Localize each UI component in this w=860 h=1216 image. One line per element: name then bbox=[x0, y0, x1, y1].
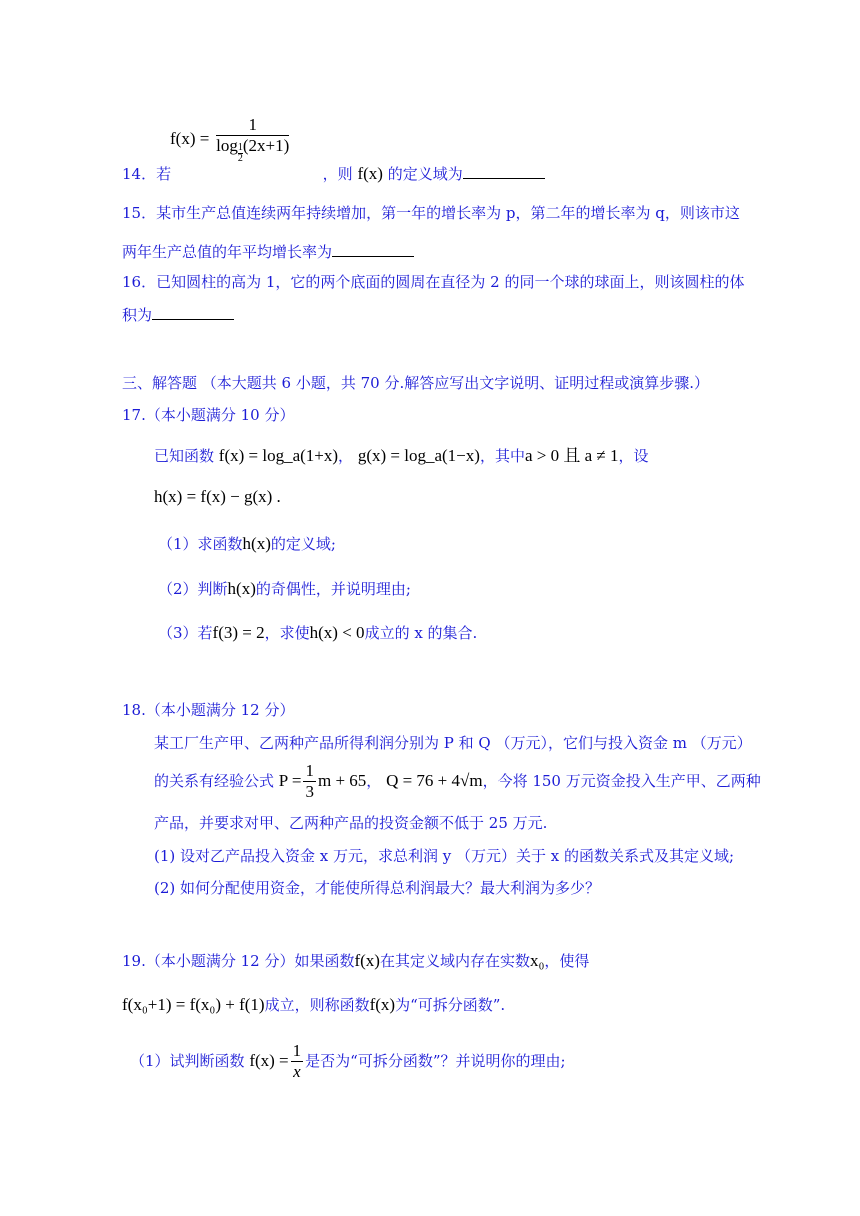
q19-line2: f(x₀+1) = f(x₀) + f(1)成立，则称函数f(x)为“可拆分函数”. bbox=[122, 995, 506, 1014]
q18-part2: (2) 如何分配使用资金，才能使所得总利润最大？最大利润为多少？ bbox=[154, 879, 601, 897]
q17-g-def: g(x) = log_a(1−x) bbox=[357, 446, 480, 465]
q14-tail: 的定义域为 bbox=[387, 165, 463, 183]
q18-line2: 的关系有经验公式 P = $\frac{1}{3}$ m + 65， Q = 76 + 4√m，今将 150 万元资金投入生产甲、乙两种 bbox=[154, 761, 761, 801]
q14-line bbox=[122, 163, 545, 184]
q16-line1: 16．已知圆柱的高为 1，它的两个底面的圆周在直径为 2 的同一个球的球面上，则该圆柱的体 bbox=[122, 273, 745, 291]
q19-part1: （1）试判断函数 f(x) = $\frac{1}{x}$ 是否为“可拆分函数”？并说明你的理由; bbox=[130, 1041, 566, 1081]
q15-line2: 两年生产总值的年平均增长率为 bbox=[122, 241, 414, 262]
q14-fraction: 1 log $\frac{1}{2}$ (2x+1) bbox=[216, 115, 290, 164]
q14-formula bbox=[170, 116, 291, 164]
q17-part3: （3）若f(3) = 2，求使h(x) < 0成立的 x 的集合. bbox=[158, 623, 478, 642]
q14-log-arg: (2x+1) bbox=[242, 135, 290, 155]
q18-p-fraction: $\frac{1}{3}$ bbox=[305, 761, 314, 801]
q15-answer-blank[interactable] bbox=[332, 242, 414, 257]
q18-header: 18.（本小题满分 12 分） bbox=[122, 701, 295, 719]
q18-line3: 产品，并要求对甲、乙两种产品的投资金额不低于 25 万元. bbox=[154, 814, 548, 832]
q14-formula-lhs: f(x) = bbox=[170, 128, 210, 148]
q14-log: log bbox=[216, 135, 238, 155]
q18-q-formula: Q = 76 + 4√m bbox=[386, 771, 483, 791]
q17-intro: 已知函数 f(x) = log_a(1+x)， g(x) = log_a(1−x)，其中a > 0 且 a ≠ 1，设 bbox=[154, 446, 649, 465]
q15-line1: 15．某市生产总值连续两年持续增加，第一年的增长率为 p，第二年的增长率为 q，则该市这 bbox=[122, 204, 740, 222]
section3-title: 三、解答题 （本大题共 6 小题，共 70 分.解答应写出文字说明、证明过程或演算步骤.） bbox=[122, 374, 710, 392]
q17-condition: a > 0 且 a ≠ 1 bbox=[524, 446, 619, 465]
q14-answer-blank[interactable] bbox=[463, 164, 545, 179]
q19-equation: f(x₀+1) = f(x₀) + f(1) bbox=[122, 995, 265, 1014]
q14-number: 14．若 bbox=[122, 165, 172, 183]
q14-fx: f(x) bbox=[357, 164, 383, 183]
q14-then: ，则 bbox=[322, 165, 353, 183]
q17-header: 17.（本小题满分 10 分） bbox=[122, 406, 295, 424]
q17-part1: （1）求函数h(x)的定义域; bbox=[158, 534, 336, 553]
q14-fraction-num: 1 bbox=[216, 116, 289, 136]
q18-part1: (1) 设对乙产品投入资金 x 万元，求总利润 y （万元）关于 x 的函数关系式及其定义域; bbox=[154, 847, 735, 865]
q19-fraction: $\frac{1}{x}$ bbox=[292, 1041, 302, 1081]
q17-f-def: f(x) = log_a(1+x) bbox=[218, 446, 339, 465]
q17-h-def: h(x) = f(x) − g(x) . bbox=[154, 487, 281, 506]
q16-line2: 积为 bbox=[122, 304, 234, 325]
q18-line1: 某工厂生产甲、乙两种产品所得利润分别为 P 和 Q （万元），它们与投入资金 m （万元） bbox=[154, 734, 752, 752]
q17-part2: （2）判断h(x)的奇偶性，并说明理由; bbox=[158, 579, 411, 598]
q16-answer-blank[interactable] bbox=[152, 305, 234, 320]
q19-line1: 19.（本小题满分 12 分）如果函数f(x)在其定义域内存在实数x₀，使得 bbox=[122, 951, 590, 970]
